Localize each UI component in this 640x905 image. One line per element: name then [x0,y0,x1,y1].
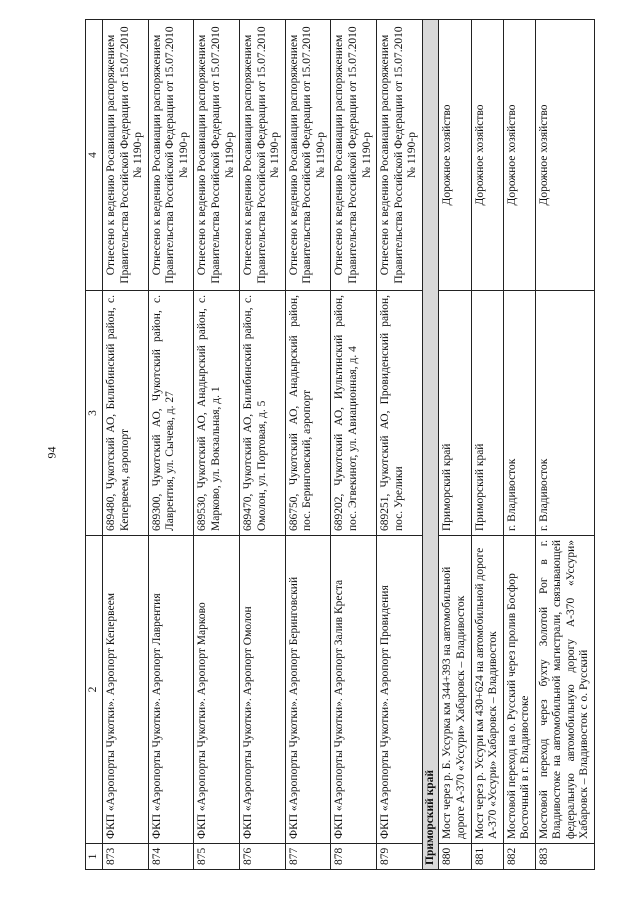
header-cell-2: 2 [86,536,103,844]
object-address: 689480, Чукотский АО, Билибинский район, с. Кепервеем, аэропорт [103,291,149,536]
row-number: 875 [194,844,240,870]
object-address: 689470, Чукотский АО, Билибинский район, с. Омолон, ул. Портовая, д. 5 [240,291,286,536]
row-number: 882 [503,844,535,870]
table-row [240,20,286,870]
header-row [86,20,103,870]
object-note: Отнесено к ведению Росавиации распоряжением Правительства Российской Федерации от 15.07.2010 № 1190-р [331,20,377,291]
object-note: Дорожное хозяйство [439,20,471,291]
object-address: 689530, Чукотский АО, Анадырский район, с. Марково, ул. Вокзальная, д. 1 [194,291,240,536]
object-address: Приморский край [439,291,471,536]
object-address: 689202, Чукотский АО, Иультинский район, пос. Эгвекинот, ул. Авиационная, д. 4 [331,291,377,536]
region-title: Приморский край [422,20,439,870]
table-row [503,20,535,870]
header-cell-1: 1 [86,844,103,870]
register-table [85,19,595,870]
page-number: 94 [44,446,59,459]
row-number: 880 [439,844,471,870]
object-note: Отнесено к ведению Росавиации распоряжением Правительства Российской Федерации от 15.07.2010 № 1190-р [285,20,331,291]
table-row [471,20,503,870]
object-address: Приморский край [471,291,503,536]
table-row [331,20,377,870]
table-row [148,20,194,870]
table-row [194,20,240,870]
object-address: г. Владивосток [535,291,594,536]
row-number: 873 [103,844,149,870]
object-address: г. Владивосток [503,291,535,536]
region-row [422,20,439,870]
object-note: Отнесено к ведению Росавиации распоряжением Правительства Российской Федерации от 15.07.2010 № 1190-р [148,20,194,291]
row-number: 879 [377,844,423,870]
object-name: Мостовой переход через бухту Золотой Рог в г. Владивостоке на автомобильной магистрали, связывающей федеральную автомобильную дорогу А-370 «Уссури» Хабаровск – Владивосток с о. Русский [535,536,594,844]
row-number: 878 [331,844,377,870]
object-address: 689251, Чукотский АО, Провиденский район, пос. Урелики [377,291,423,536]
object-name: ФКП «Аэропорты Чукотки». Аэропорт Кепервеем [103,536,149,844]
object-note: Дорожное хозяйство [535,20,594,291]
object-name: ФКП «Аэропорты Чукотки». Аэропорт Лаврентия [148,536,194,844]
object-address: 689300, Чукотский АО, Чукотский район, с. Лаврентия, ул. Сычева, д. 27 [148,291,194,536]
row-number: 883 [535,844,594,870]
object-name: ФКП «Аэропорты Чукотки». Аэропорт Беринговский [285,536,331,844]
object-note: Отнесено к ведению Росавиации распоряжением Правительства Российской Федерации от 15.07.2010 № 1190-р [377,20,423,291]
table-row [377,20,423,870]
table-row [535,20,594,870]
object-name: Мост через р. Б. Уссурка км 344+393 на автомобильной дороге А-370 «Уссури» Хабаровск – Владивосток [439,536,471,844]
row-number: 874 [148,844,194,870]
object-address: 686750, Чукотский АО, Анадырский район, пос. Беринговский, аэропорт [285,291,331,536]
object-note: Дорожное хозяйство [471,20,503,291]
object-note: Отнесено к ведению Росавиации распоряжением Правительства Российской Федерации от 15.07.2010 № 1190-р [103,20,149,291]
object-note: Дорожное хозяйство [503,20,535,291]
table-row [103,20,149,870]
object-name: Мост через р. Уссури км 430+624 на автомобильной дороге А-370 «Уссури» Хабаровск – Владивосток [471,536,503,844]
object-name: ФКП «Аэропорты Чукотки». Аэропорт Залив Креста [331,536,377,844]
row-number: 877 [285,844,331,870]
object-name: ФКП «Аэропорты Чукотки». Аэропорт Марково [194,536,240,844]
rotated-table-container [85,20,615,870]
object-name: ФКП «Аэропорты Чукотки». Аэропорт Провидения [377,536,423,844]
object-note: Отнесено к ведению Росавиации распоряжением Правительства Российской Федерации от 15.07.2010 № 1190-р [194,20,240,291]
row-number: 876 [240,844,286,870]
object-name: Мостовой переход на о. Русский через пролив Босфор Восточный в г. Владивостоке [503,536,535,844]
object-name: ФКП «Аэропорты Чукотки». Аэропорт Омолон [240,536,286,844]
header-cell-3: 3 [86,291,103,536]
row-number: 881 [471,844,503,870]
header-cell-4: 4 [86,20,103,291]
object-note: Отнесено к ведению Росавиации распоряжением Правительства Российской Федерации от 15.07.2010 № 1190-р [240,20,286,291]
table-row [439,20,471,870]
table-row [285,20,331,870]
